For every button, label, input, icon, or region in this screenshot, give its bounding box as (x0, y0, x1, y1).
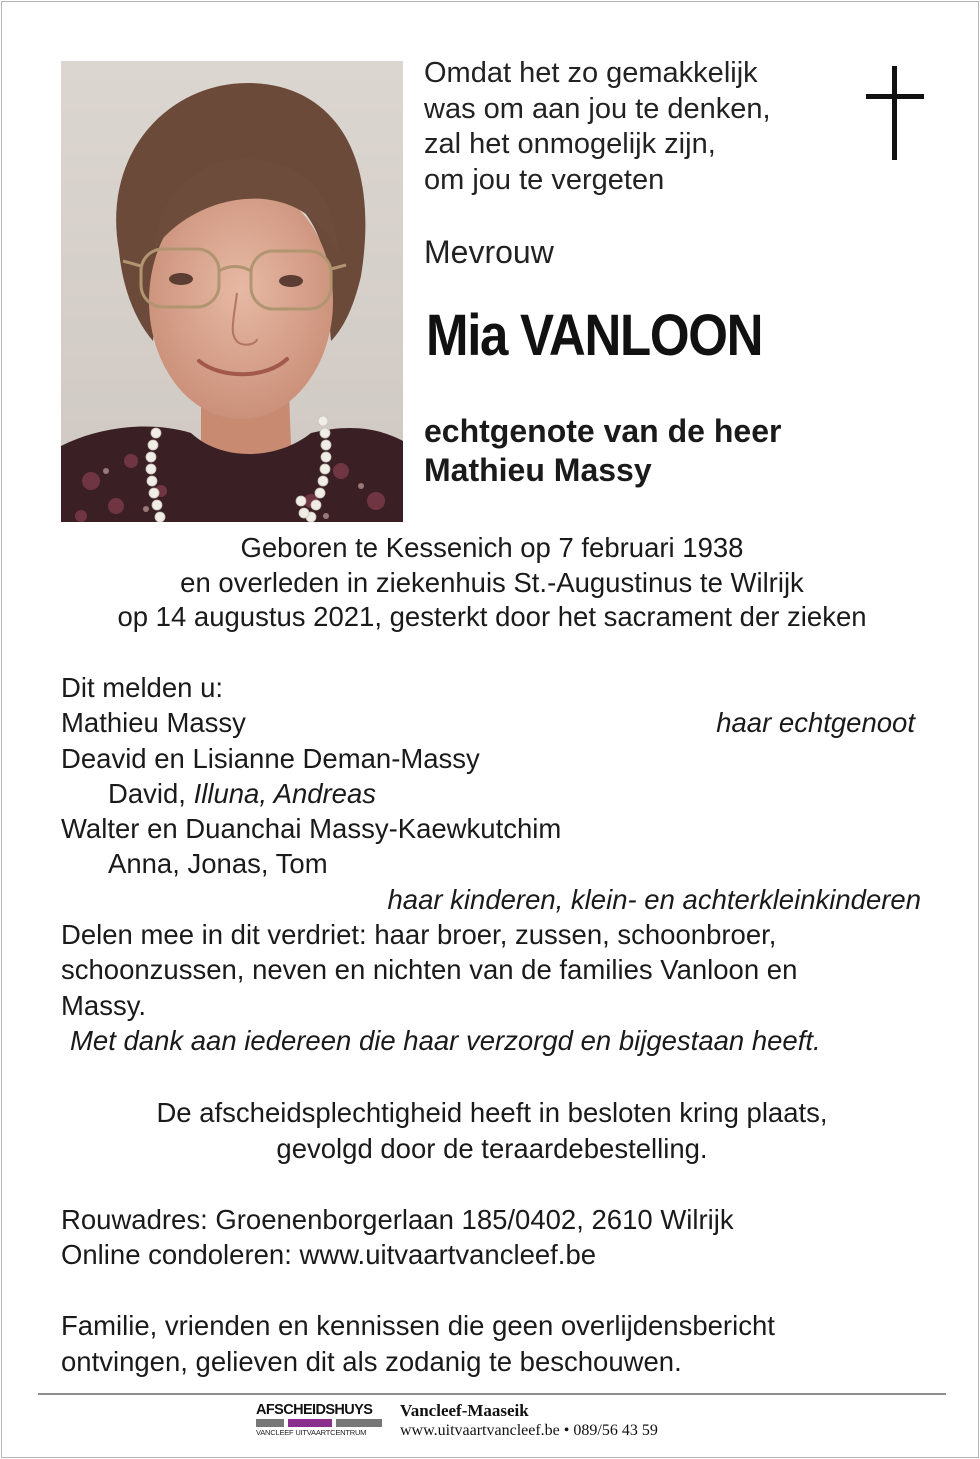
funeral-home-logo (256, 1402, 384, 1440)
spouse-info (424, 412, 781, 490)
poem-line: was om aan jou te denken, (424, 92, 771, 125)
footer-contact (400, 1401, 658, 1441)
sacrament-line: op 14 augustus 2021, gesterkt door het sacrament der zieken (117, 601, 867, 632)
sharing-line: Massy. (61, 989, 147, 1021)
online-condolence[interactable]: Online condoleren: www.uitvaartvancleef.be (61, 1239, 597, 1270)
family-2: Walter en Duanchai Massy-Kaewkutchim (61, 813, 562, 845)
birth-death-info (2, 531, 980, 635)
address-block (61, 1202, 734, 1272)
cross-icon (866, 66, 924, 160)
logo-bar (288, 1419, 332, 1427)
husband-relation: haar echtgenoot (716, 707, 915, 739)
great-grandchildren-names: Illuna, Andreas (193, 777, 377, 809)
notice-line: Familie, vrienden en kennissen die geen overlijdensbericht (61, 1310, 775, 1341)
poem (424, 56, 771, 198)
notice (61, 1308, 775, 1380)
family-1-children (61, 776, 921, 811)
obituary-card (1, 1, 979, 1458)
contact-details[interactable]: www.uitvaartvancleef.be • 089/56 43 59 (400, 1422, 658, 1439)
grandchild-name: David, (108, 777, 186, 809)
sharing-line: schoonzussen, neven en nichten van de families Vanloon en (61, 954, 798, 986)
thanks-line: Met dank aan iedereen die haar verzorgd en bijgestaan heeft. (70, 1024, 821, 1056)
birth-line: Geboren te Kessenich op 7 februari 1938 (240, 532, 744, 563)
logo-color-bars (256, 1419, 384, 1427)
poem-line: Omdat het zo gemakkelijk (424, 57, 758, 89)
portrait-photo (61, 61, 403, 522)
footer-divider (38, 1393, 946, 1395)
sharing-line: Delen mee in dit verdriet: haar broer, zussen, schoonbroer, (61, 919, 777, 951)
announcement-intro: Dit melden u: (61, 672, 224, 703)
salutation: Mevrouw (424, 234, 554, 270)
death-line: en overleden in ziekenhuis St.-Augustinus te Wilrijk (180, 566, 804, 598)
logo-title: AFSCHEIDSHUYS (256, 1402, 373, 1418)
poem-line: om jou te vergeten (424, 163, 665, 196)
rouwadres: Rouwadres: Groenenborgerlaan 185/0402, 2610 Wilrijk (61, 1204, 734, 1235)
ceremony-info (2, 1095, 980, 1166)
ceremony-line: De afscheidsplechtigheid heeft in besloten kring plaats, (156, 1097, 828, 1128)
family-2-children: Anna, Jonas, Tom (108, 848, 328, 880)
announcement (61, 670, 921, 1058)
logo-subtitle: VANCLEEF UITVAARTCENTRUM (256, 1428, 367, 1437)
logo-bar (336, 1419, 382, 1427)
family-1: Deavid en Lisianne Deman-Massy (61, 742, 480, 774)
logo-bar (256, 1419, 284, 1427)
deceased-name: Mia VANLOON (426, 303, 763, 368)
husband-row (61, 705, 921, 740)
ceremony-line: gevolgd door de teraardebestelling. (276, 1132, 708, 1164)
poem-line: zal het onmogelijk zijn, (424, 128, 716, 160)
spouse-line-2: Mathieu Massy (424, 452, 652, 488)
husband-name: Mathieu Massy (61, 707, 246, 739)
spouse-line-1: echtgenote van de heer (424, 413, 782, 449)
company-name: Vancleef-Maaseik (400, 1401, 529, 1420)
notice-line: ontvingen, gelieven dit als zodanig te beschouwen. (61, 1346, 682, 1377)
children-relation: haar kinderen, klein- en achterkleinkinderen (387, 883, 921, 915)
